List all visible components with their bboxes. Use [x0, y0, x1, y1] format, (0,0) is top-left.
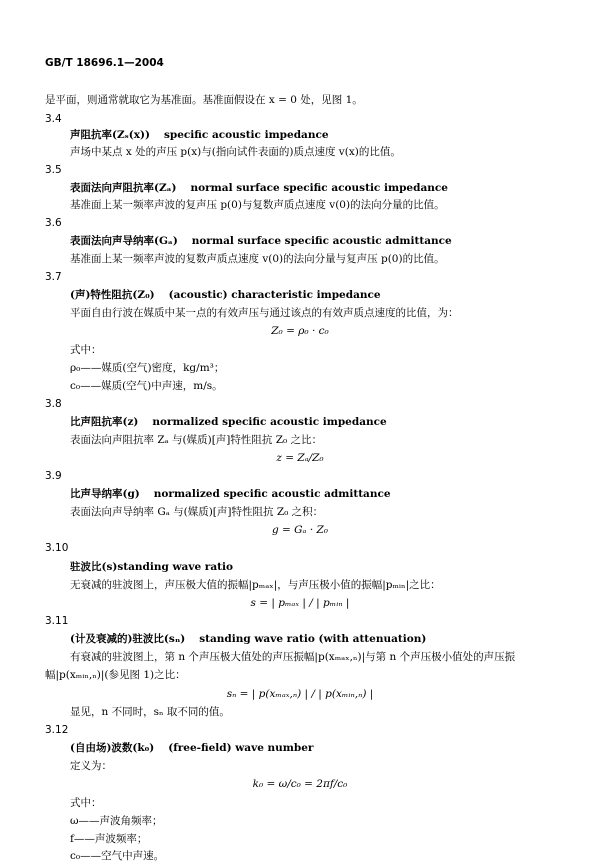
where-label: 式中： [70, 797, 102, 809]
symbol-definition: f——声波频率； [70, 833, 148, 845]
definition-text: 基准面上某一频率声波的复声压 p(0)与复数声质点速度 v(0)的法向分量的比值。 [70, 199, 445, 211]
definition-text: 表面法向声阻抗率 Zₐ 与(媒质)[声]特性阻抗 Z₀ 之比： [70, 434, 323, 446]
term-heading [70, 234, 452, 248]
symbol-definition: ω——声波角频率； [70, 815, 163, 827]
equation: sₙ = | p(xₘₐₓ,ₙ) | / | p(xₘᵢₙ,ₙ) | [226, 688, 374, 700]
term-en: standing wave ratio (with attenuation) [199, 633, 427, 645]
term-heading [70, 128, 329, 142]
term-en: normalized specific acoustic admittance [153, 488, 391, 500]
symbol-definition: c₀——空气中声速。 [70, 850, 165, 862]
definition-text: 无衰减的驻波图上，声压极大值的振幅|pₘₐₓ|，与声压极小值的振幅|pₘᵢₙ|之比： [70, 579, 441, 591]
clause-number: 3.11 [45, 615, 69, 627]
clause-number: 3.6 [45, 217, 62, 229]
definition-text: 表面法向声导纳率 Gₐ 与(媒质)[声]特性阻抗 Z₀ 之积： [70, 506, 324, 518]
body-text: 是平面，则通常就取它为基准面。基准面假设在 x = 0 处，见图 1。 [45, 94, 363, 106]
term-zh: 比声导纳率(g) [70, 488, 140, 500]
clause-number: 3.5 [45, 164, 62, 176]
term-heading [70, 181, 448, 195]
term-zh: 比声阻抗率(z) [70, 416, 139, 428]
equation: g = Gₐ · Z₀ [271, 524, 329, 536]
term-zh: (声)特性阻抗(Z₀) [70, 289, 155, 301]
term-zh: 表面法向声导纳率(Gₐ) [70, 235, 178, 247]
symbol-definition: ρ₀——媒质(空气)密度，kg/m³； [70, 362, 225, 374]
standard-number-header: GB/T 18696.1—2004 [45, 57, 164, 69]
definition-text: 基准面上某一频率声波的复数声质点速度 v(0)的法向分量与复声压 p(0)的比值。 [70, 253, 445, 265]
term-zh: 表面法向声阻抗率(Zₐ) [70, 182, 177, 194]
definition-text: 有衰减的驻波图上，第 n 个声压极大值处的声压振幅|p(xₘₐₓ,ₙ)|与第 n 个声压极小值处的声压振 [70, 651, 516, 663]
term-zh: 声阻抗率(Zₛ(x)) [70, 129, 150, 141]
clause-number: 3.8 [45, 398, 62, 410]
where-label: 式中： [70, 344, 102, 356]
symbol-definition: c₀——媒质(空气)中声速，m/s。 [70, 380, 223, 392]
clause-number: 3.9 [45, 470, 62, 482]
equation: k₀ = ω/c₀ = 2πf/c₀ [252, 778, 348, 790]
term-heading [70, 487, 391, 501]
equation: z = Zₐ/Z₀ [276, 452, 324, 464]
clause-number: 3.7 [45, 271, 62, 283]
equation: Z₀ = ρ₀ · c₀ [271, 325, 329, 337]
term-en: (free-field) wave number [168, 742, 314, 754]
term-en: normalized specific acoustic impedance [152, 416, 387, 428]
clause-number: 3.4 [45, 113, 62, 125]
definition-text: 声场中某点 x 处的声压 p(x)与(指向试件表面的)质点速度 v(x)的比值。 [70, 146, 401, 158]
definition-text: 定义为： [70, 760, 112, 772]
term-heading [70, 741, 313, 755]
term-en: normal surface specific acoustic admittance [191, 235, 452, 247]
note-text: 显见，n 不同时，sₙ 取不同的值。 [70, 706, 230, 718]
term-zh: 驻波比(s)standing wave ratio [70, 561, 233, 573]
definition-text: 平面自由行波在媒质中某一点的有效声压与通过该点的有效声质点速度的比值，为： [70, 307, 459, 319]
equation: s = | pₘₐₓ | / | pₘᵢₙ | [250, 597, 350, 609]
term-heading [70, 415, 387, 429]
term-zh: (自由场)波数(k₀) [70, 742, 155, 754]
term-en: specific acoustic impedance [163, 129, 329, 141]
definition-text: 幅|p(xₘᵢₙ,ₙ)|(参见图 1)之比： [45, 669, 186, 681]
clause-number: 3.12 [45, 724, 69, 736]
term-heading [70, 560, 233, 574]
term-en: normal surface specific acoustic impedance [190, 182, 448, 194]
term-heading [70, 288, 381, 302]
term-en: (acoustic) characteristic impedance [168, 289, 381, 301]
clause-number: 3.10 [45, 542, 69, 554]
term-heading [70, 632, 426, 646]
term-zh: (计及衰减的)驻波比(sₙ) [70, 633, 186, 645]
